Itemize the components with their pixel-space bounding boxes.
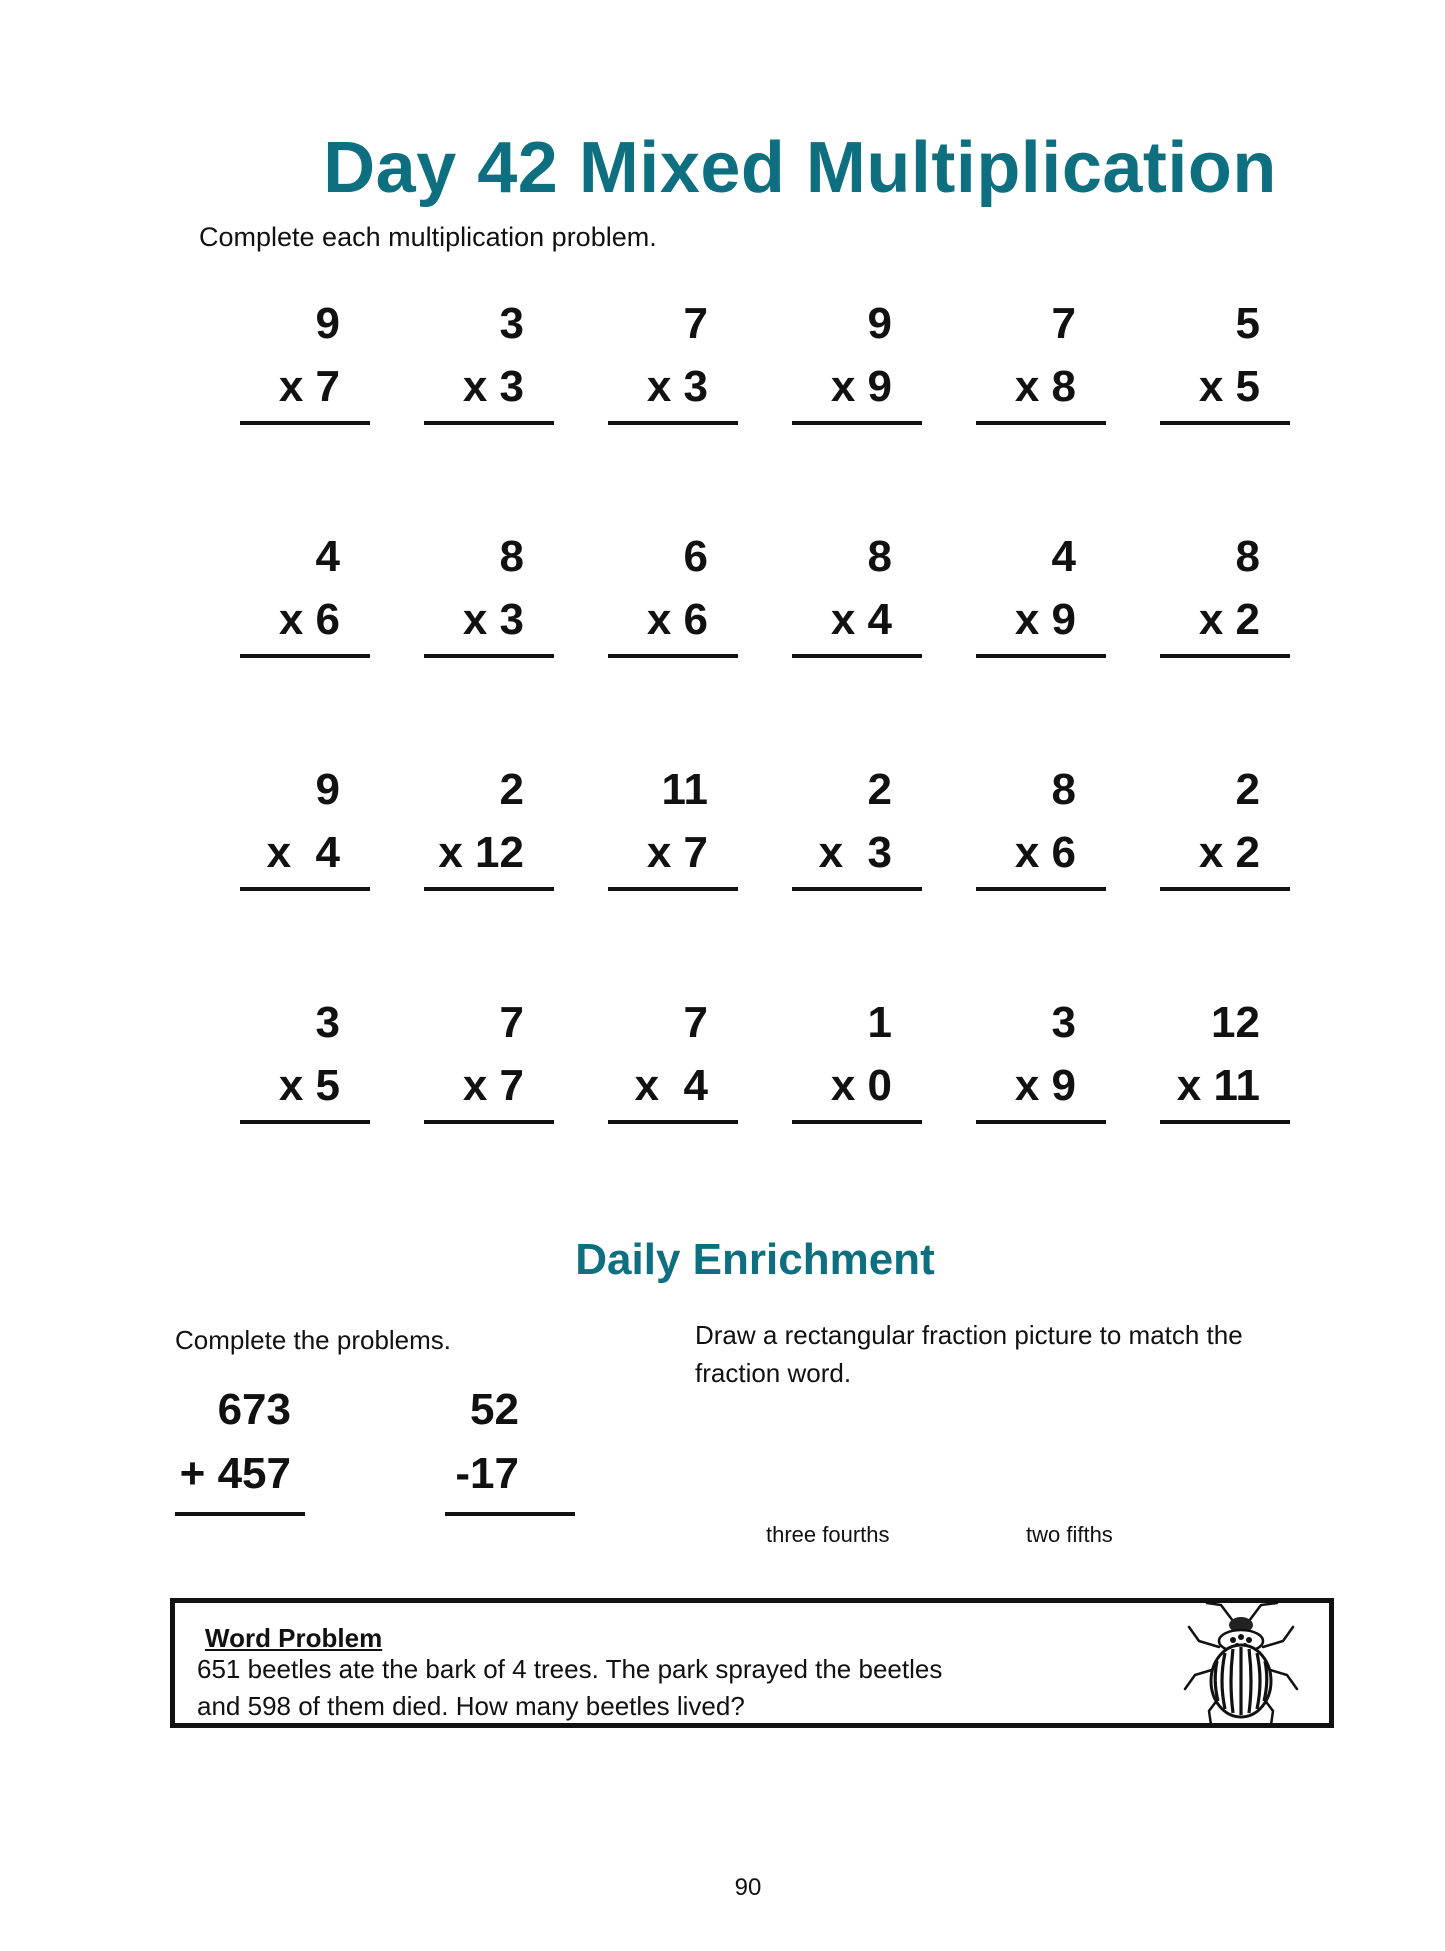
problem-15 [608, 765, 738, 968]
problem-2 [424, 299, 554, 502]
factor-bottom: x 4 [830, 595, 892, 644]
answer-line [1160, 1120, 1290, 1124]
problem-11 [976, 532, 1106, 735]
factor-bottom: x 0 [830, 1061, 892, 1110]
problem-16 [792, 765, 922, 968]
factor-top: 3 [315, 998, 340, 1047]
word-problem-box [170, 1598, 1334, 1728]
enrichment-title: Daily Enrichment [575, 1235, 935, 1284]
factor-top: 5 [1235, 299, 1260, 348]
problem-17 [976, 765, 1106, 968]
answer-line [608, 421, 738, 425]
fraction-word-1: three fourths [766, 1522, 890, 1547]
factor-bottom: x 7 [646, 828, 708, 877]
factor-top: 7 [1051, 299, 1076, 348]
factor-bottom: x 6 [1014, 828, 1076, 877]
answer-line [424, 421, 554, 425]
subtrahend: -17 [455, 1449, 519, 1498]
problem-14 [424, 765, 554, 968]
problem-3 [608, 299, 738, 502]
answer-line [792, 1120, 922, 1124]
factor-bottom: x 7 [278, 362, 340, 411]
multiplication-grid [240, 299, 1290, 1201]
answer-line [424, 1120, 554, 1124]
problem-13 [240, 765, 370, 968]
factor-top: 9 [315, 299, 340, 348]
answer-line [608, 654, 738, 658]
answer-line [792, 654, 922, 658]
answer-line [240, 887, 370, 891]
answer-line [240, 421, 370, 425]
answer-line [240, 1120, 370, 1124]
factor-top: 2 [867, 765, 892, 814]
factor-bottom: x 12 [438, 828, 524, 877]
factor-top: 8 [499, 532, 524, 581]
problem-24 [1160, 998, 1290, 1201]
factor-top: 8 [1051, 765, 1076, 814]
factor-bottom: x 6 [278, 595, 340, 644]
factor-bottom: x 3 [646, 362, 708, 411]
word-problem-title: Word Problem [205, 1623, 383, 1653]
addition-problem [175, 1385, 291, 1518]
addend-bottom: + 457 [179, 1449, 291, 1498]
subtraction-problem [445, 1385, 519, 1518]
factor-top: 3 [499, 299, 524, 348]
answer-line [1160, 654, 1290, 658]
factor-top: 7 [683, 299, 708, 348]
factor-bottom: x 4 [266, 828, 340, 877]
problem-8 [424, 532, 554, 735]
enrichment-left-instructions: Complete the problems. [175, 1325, 452, 1355]
factor-top: 12 [1211, 998, 1260, 1047]
factor-top: 9 [867, 299, 892, 348]
factor-bottom: x 5 [1198, 362, 1260, 411]
factor-bottom: x 9 [830, 362, 892, 411]
factor-top: 4 [315, 532, 340, 581]
factor-top: 8 [867, 532, 892, 581]
instructions: Complete each multiplication problem. [199, 222, 657, 252]
factor-bottom: x 11 [1176, 1061, 1260, 1110]
addend-top: 673 [217, 1385, 291, 1434]
factor-bottom: x 5 [278, 1061, 340, 1110]
minuend: 52 [470, 1385, 519, 1434]
answer-line [608, 1120, 738, 1124]
factor-bottom: x 7 [462, 1061, 524, 1110]
factor-top: 2 [499, 765, 524, 814]
factor-bottom: x 2 [1198, 828, 1260, 877]
answer-line [976, 654, 1106, 658]
answer-line [424, 654, 554, 658]
page-number: 90 [734, 1874, 762, 1901]
factor-bottom: x 3 [462, 362, 524, 411]
problem-1 [240, 299, 370, 502]
factor-bottom: x 8 [1014, 362, 1076, 411]
answer-line [792, 887, 922, 891]
factor-top: 7 [499, 998, 524, 1047]
beetle-icon [1181, 1597, 1301, 1731]
word-problem-text: 651 beetles ate the bark of 4 trees. The park sprayed the beetles and 598 of them died. How many beetles lived? [197, 1654, 943, 1721]
answer-line [424, 887, 554, 891]
answer-line [792, 421, 922, 425]
answer-line [1160, 887, 1290, 891]
problem-21 [608, 998, 738, 1201]
factor-bottom: x 2 [1198, 595, 1260, 644]
problem-7 [240, 532, 370, 735]
factor-top: 2 [1235, 765, 1260, 814]
problem-18 [1160, 765, 1290, 968]
page-title: Day 42 Mixed Multiplication [323, 128, 1277, 208]
fraction-word-2: two fifths [1026, 1522, 1113, 1547]
answer-line [445, 1512, 575, 1516]
answer-line [976, 1120, 1106, 1124]
factor-top: 4 [1051, 532, 1076, 581]
problem-10 [792, 532, 922, 735]
problem-19 [240, 998, 370, 1201]
factor-bottom: x 9 [1014, 1061, 1076, 1110]
answer-line [1160, 421, 1290, 425]
problem-22 [792, 998, 922, 1201]
problem-6 [1160, 299, 1290, 502]
enrichment-right-instructions: Draw a rectangular fraction picture to match the fraction word. [695, 1320, 1243, 1388]
problem-4 [792, 299, 922, 502]
factor-top: 11 [661, 765, 708, 814]
factor-top: 7 [683, 998, 708, 1047]
problem-9 [608, 532, 738, 735]
problem-12 [1160, 532, 1290, 735]
factor-bottom: x 4 [634, 1061, 708, 1110]
answer-line [976, 421, 1106, 425]
factor-bottom: x 6 [646, 595, 708, 644]
problem-5 [976, 299, 1106, 502]
problem-23 [976, 998, 1106, 1201]
answer-line [175, 1512, 305, 1516]
factor-top: 3 [1051, 998, 1076, 1047]
answer-line [608, 887, 738, 891]
answer-line [976, 887, 1106, 891]
answer-line [240, 654, 370, 658]
factor-top: 8 [1235, 532, 1260, 581]
factor-bottom: x 9 [1014, 595, 1076, 644]
factor-top: 6 [683, 532, 708, 581]
factor-top: 9 [315, 765, 340, 814]
factor-bottom: x 3 [818, 828, 892, 877]
problem-20 [424, 998, 554, 1201]
factor-top: 1 [867, 998, 892, 1047]
factor-bottom: x 3 [462, 595, 524, 644]
